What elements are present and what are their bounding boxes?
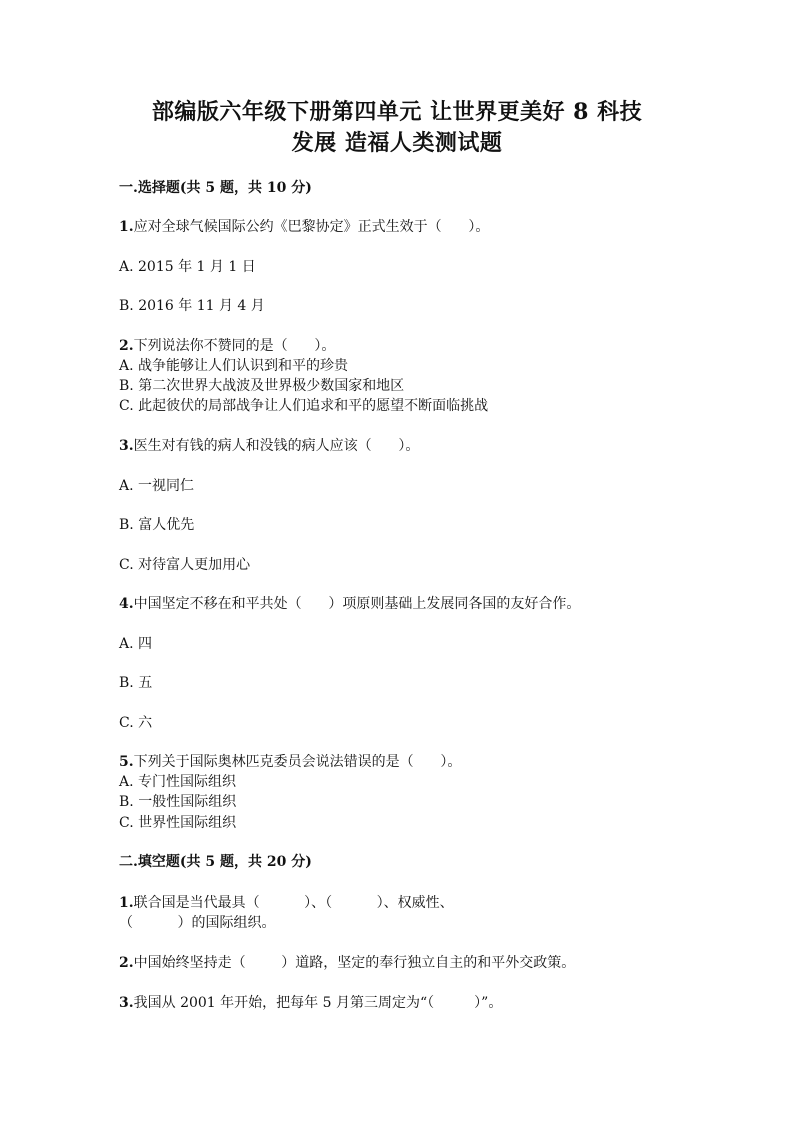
option-b: B. 2016 年 11 月 4 月 xyxy=(119,298,265,314)
question-number: 2. xyxy=(119,338,134,354)
question-text: 我国从 2001 年开始，把每年 5 月第三周定为“（ ）”。 xyxy=(133,995,503,1011)
question-number: 1. xyxy=(119,895,134,911)
option-c: C. 对待富人更加用心 xyxy=(119,557,251,573)
option-b: B. 富人优先 xyxy=(119,517,195,533)
question-text: 应对全球气候国际公约《巴黎协定》正式生效于（ ）。 xyxy=(133,219,490,235)
fill-question-1 xyxy=(119,893,454,913)
question-text: 中国始终坚持走（ ）道路，坚定的奉行独立自主的和平外交政策。 xyxy=(133,955,576,971)
fill-question-1-continued: （ ）的国际组织。 xyxy=(119,915,276,931)
question-2 xyxy=(119,336,335,356)
fill-question-3 xyxy=(119,993,502,1013)
option-a: A. 一视同仁 xyxy=(119,478,195,494)
option-c: C. 世界性国际组织 xyxy=(119,815,237,831)
section-heading-fill-in: 二.填空题(共 5 题，共 20 分) xyxy=(119,854,312,870)
option-a: A. 专门性国际组织 xyxy=(119,774,237,790)
question-5 xyxy=(119,752,461,772)
question-number: 1. xyxy=(119,219,134,235)
question-text: 医生对有钱的病人和没钱的病人应该（ ）。 xyxy=(133,438,420,454)
fill-question-2 xyxy=(119,953,575,973)
question-number: 4. xyxy=(119,596,134,612)
question-1 xyxy=(119,217,489,237)
option-a: A. 战争能够让人们认识到和平的珍贵 xyxy=(119,358,349,374)
section-heading-choice: 一.选择题(共 5 题，共 10 分) xyxy=(119,180,312,196)
question-text: 下列说法你不赞同的是（ ）。 xyxy=(133,338,336,354)
option-a: A. 2015 年 1 月 1 日 xyxy=(119,259,256,275)
question-text: 下列关于国际奥林匹克委员会说法错误的是（ ）。 xyxy=(133,754,462,770)
document-title-line-2: 发展 造福人类测试题 xyxy=(291,130,503,156)
option-b: B. 五 xyxy=(119,675,153,691)
option-c: C. 此起彼伏的局部战争让人们追求和平的愿望不断面临挑战 xyxy=(119,398,489,414)
document-title-line-1: 部编版六年级下册第四单元 让世界更美好 8 科技 xyxy=(151,99,643,125)
question-number: 3. xyxy=(119,995,134,1011)
question-4 xyxy=(119,594,580,614)
question-text: 中国坚定不移在和平共处（ ）项原则基础上发展同各国的友好合作。 xyxy=(133,596,581,612)
option-b: B. 一般性国际组织 xyxy=(119,794,237,810)
option-c: C. 六 xyxy=(119,715,153,731)
option-b: B. 第二次世界大战波及世界极少数国家和地区 xyxy=(119,378,405,394)
question-number: 2. xyxy=(119,955,134,971)
question-number: 3. xyxy=(119,438,134,454)
question-text: 联合国是当代最具（ ）、（ ）、权威性、 xyxy=(133,895,454,911)
option-a: A. 四 xyxy=(119,636,153,652)
question-3 xyxy=(119,436,419,456)
question-number: 5. xyxy=(119,754,134,770)
